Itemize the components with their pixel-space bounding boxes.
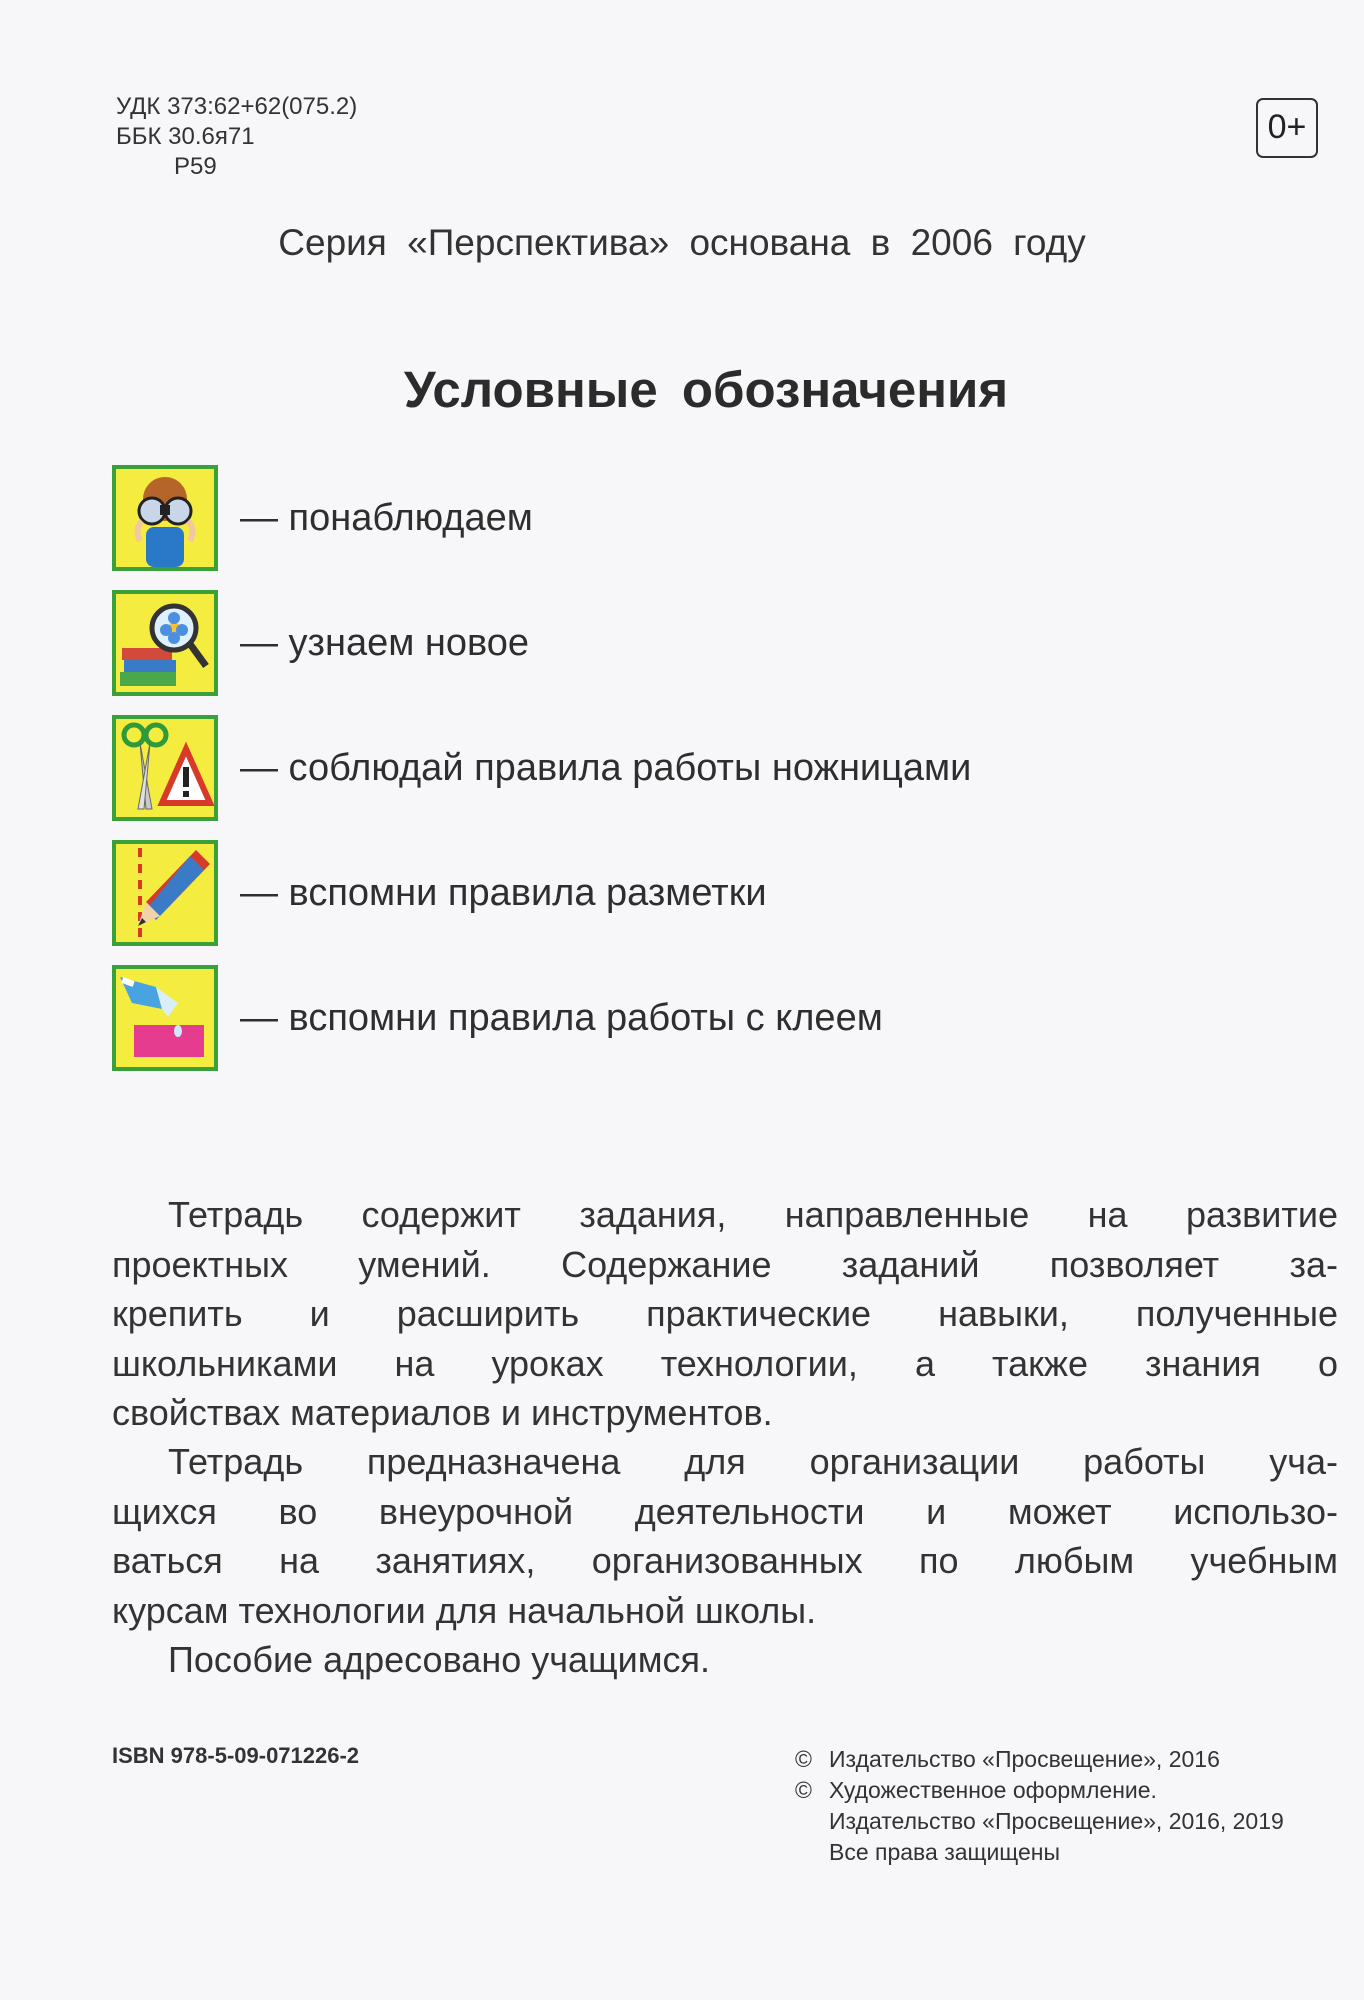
- legend-item-observe: [112, 465, 1212, 575]
- legend-label-observe: — понаблюдаем: [240, 497, 533, 539]
- copyright-symbol: ©: [795, 1777, 812, 1803]
- glue-icon: [112, 965, 218, 1071]
- legend-label-glue: — вспомни правила работы с клеем: [240, 997, 883, 1039]
- magnifier-books-icon: [112, 590, 218, 696]
- binoculars-icon: [112, 465, 218, 571]
- legend-title: Условные обозначения: [403, 361, 1009, 418]
- copyright-line: Издательство «Просвещение», 2016: [829, 1746, 1220, 1772]
- description-paragraph-1: [112, 1190, 1338, 1438]
- copyright-line: Издательство «Просвещение», 2016, 2019: [829, 1808, 1284, 1834]
- legend-item-marking: [112, 840, 1212, 950]
- description-line: свойствах материалов и инструментов.: [112, 1392, 773, 1433]
- age-rating-badge: 0+: [1256, 98, 1318, 158]
- catalog-codes: [116, 92, 357, 182]
- description-line: курсам технологии для начальной школы.: [112, 1589, 817, 1631]
- copyright-block: [795, 1744, 1284, 1868]
- description-line: Тетрадь предназначена для организации работы уча-: [168, 1441, 1338, 1482]
- description-paragraph-2: [112, 1437, 1338, 1635]
- description-line: ваться на занятиях, организованных по любым учебным: [112, 1540, 1338, 1581]
- udk-code: УДК 373:62+62(075.2): [116, 93, 358, 120]
- description-paragraph-3: [112, 1635, 1338, 1685]
- series-line: Серия «Перспектива» основана в 2006 году: [278, 222, 1086, 263]
- description-line: Пособие адресовано учащимся.: [168, 1639, 710, 1680]
- bbk-code: ББК 30.6я71: [116, 123, 255, 150]
- isbn: ISBN 978-5-09-071226-2: [112, 1743, 360, 1768]
- description-line: проектных умений. Содержание заданий позволяет за-: [112, 1243, 1338, 1285]
- author-code: Р59: [174, 153, 217, 180]
- legend-item-learn: [112, 590, 1212, 700]
- description-line: школьниками на уроках технологии, а также знания о: [112, 1342, 1338, 1384]
- legend-label-learn: — узнаем новое: [240, 622, 530, 664]
- copyright-symbol: ©: [795, 1746, 812, 1772]
- description-line: щихся во внеурочной деятельности и может использо-: [112, 1490, 1338, 1532]
- legend-item-glue: [112, 965, 1212, 1075]
- legend-label-marking: — вспомни правила разметки: [240, 872, 767, 914]
- description-line: Тетрадь содержит задания, направленные на развитие: [168, 1194, 1338, 1235]
- pencil-marking-icon: [112, 840, 218, 946]
- legend-label-scissors: — соблюдай правила работы ножницами: [240, 747, 972, 789]
- copyright-line: Художественное оформление.: [829, 1777, 1157, 1803]
- rights-line: Все права защищены: [829, 1839, 1060, 1865]
- legend-item-scissors: [112, 715, 1212, 825]
- description-line: крепить и расширить практические навыки, полученные: [112, 1293, 1338, 1334]
- scissors-warning-icon: [112, 715, 218, 821]
